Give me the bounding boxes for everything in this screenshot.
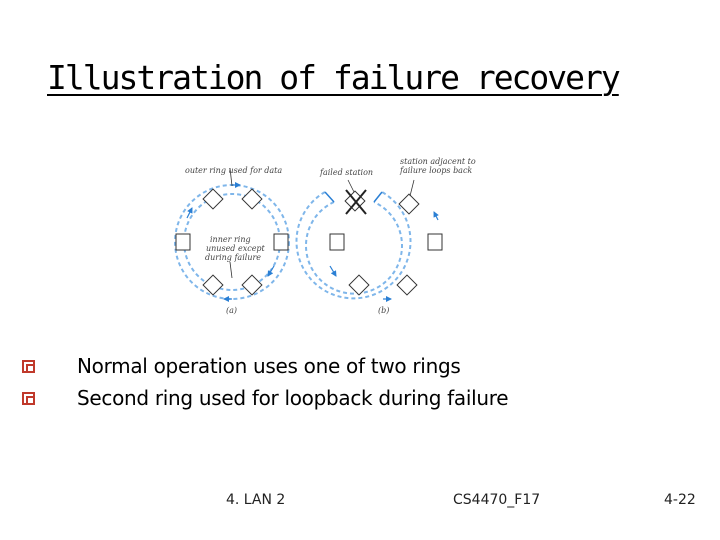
station	[274, 234, 288, 250]
station	[203, 275, 223, 295]
svg-text:failure loops back: failure loops back	[400, 166, 473, 175]
bullet-item	[22, 350, 508, 382]
footer-left: 4. LAN 2	[226, 492, 286, 508]
svg-text:during failure: during failure	[205, 253, 262, 262]
loopback-right	[374, 192, 382, 202]
station	[176, 234, 190, 250]
bullet-list	[22, 350, 508, 414]
inner-ring-label: inner ring	[210, 235, 251, 244]
ring-b	[297, 157, 476, 315]
footer-page-number: 4-22	[664, 492, 696, 508]
station-adjacent	[399, 194, 419, 214]
station	[428, 234, 442, 250]
loopback-left	[325, 192, 334, 202]
failed-station-label: failed station	[320, 168, 374, 177]
station	[397, 275, 417, 295]
slide-title: Illustration of failure recovery	[47, 58, 619, 97]
station	[242, 275, 262, 295]
checkbox-bullet-icon	[22, 392, 35, 405]
footer-center: CS4470_F17	[453, 492, 541, 508]
bullet-item	[22, 382, 508, 414]
bullet-text: Second ring used for loopback during failure	[77, 386, 509, 410]
station	[330, 234, 344, 250]
checkbox-bullet-icon	[22, 360, 35, 373]
svg-text:unused except: unused except	[206, 244, 265, 253]
panel-a-label: (a)	[226, 306, 238, 315]
bullet-text: Normal operation uses one of two rings	[77, 354, 461, 378]
adjacent-station-label: station adjacent to	[400, 157, 476, 166]
ring-failure-diagram	[170, 150, 476, 320]
ring-a	[175, 166, 289, 315]
outer-ring-label: outer ring used for data	[185, 166, 283, 175]
panel-b-label: (b)	[378, 306, 390, 315]
